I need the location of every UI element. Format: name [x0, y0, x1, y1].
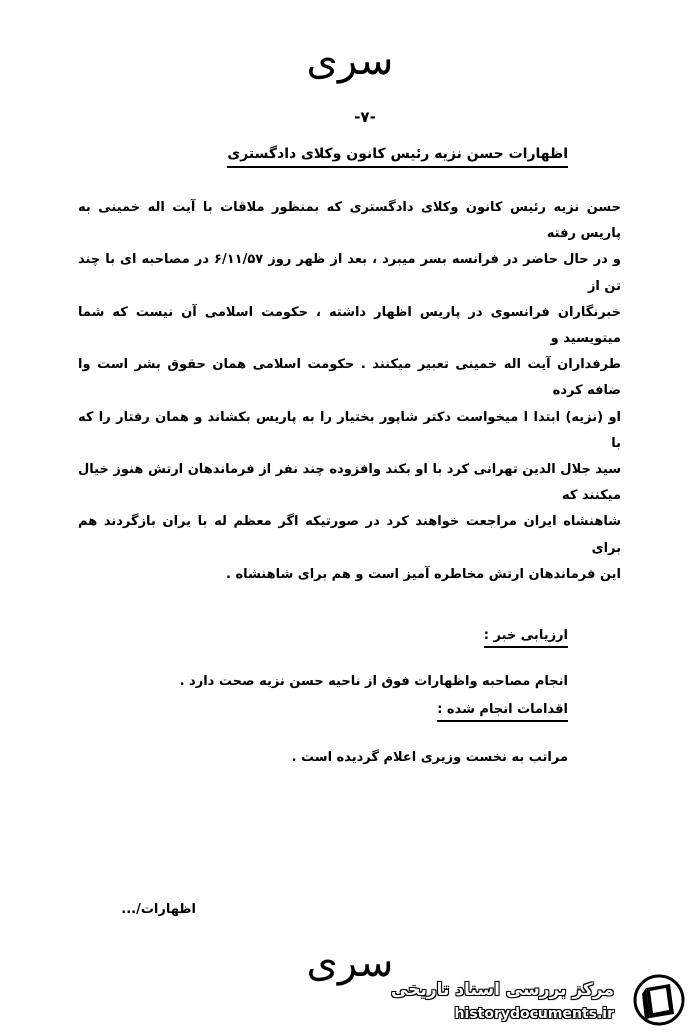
- body-line: حسن نزیه رئیس کانون وکلای دادگستری که بمنظور ملاقات با آیت اله خمینی به پاریس رفته: [78, 200, 621, 242]
- body-line: این فرماندهان ارتش مخاطره آمیز است و هم برای شاهنشاه .: [226, 566, 621, 582]
- page-number: -۷-: [354, 108, 376, 126]
- body-line: سید جلال الدین تهرانی کرد با او بکند وافزوده چند نفر از فرماندهان ارتش هنوز خیال میکنند که: [78, 462, 621, 504]
- body-line: طرفداران آیت اله خمینی تعبیر میکنند . حکومت اسلامی همان حقوق بشر است وا ضافه کرده: [78, 357, 621, 399]
- watermark-title: مرکز بررسی اسناد تاریخی: [391, 980, 614, 1000]
- assessment-text: انجام مصاحبه واظهارات فوق از ناحیه حسن نزیه صحت دارد .: [179, 674, 568, 689]
- report-body: [78, 195, 621, 588]
- watermark-url: historydocuments.ir: [454, 1006, 614, 1022]
- actions-taken-text: مراتب به نخست وزیری اعلام گردیده است .: [291, 750, 568, 765]
- body-line: و در حال حاضر در فرانسه بسر میبرد ، بعد از ظهر روز ۶/۱۱/۵۷ در مصاحبه ای با چند تن از: [78, 252, 621, 294]
- archive-watermark: [391, 972, 692, 1028]
- document-title: اظهارات حسن نزیه رئیس کانون وکلای دادگستری: [227, 146, 568, 168]
- body-line: خبرنگاران فرانسوی در پاریس اظهار داشته ، حکومت اسلامی آن نیست که شما میتویسید و: [78, 304, 621, 347]
- body-line: شاهنشاه ایران مراجعت خواهند کرد در صورتیکه اگر معظم له با یران بازگردند هم برای: [78, 514, 621, 556]
- actions-taken-heading: اقدامات انجام شده :: [437, 702, 568, 722]
- classification-stamp-bottom: سری: [306, 940, 394, 986]
- assessment-heading: ارزیابی خبر :: [484, 628, 568, 648]
- body-line: او (نزیه) ابتدا ا میخواست دکتر شاپور بختیار را به پاریس بکشاند و همان رفتار را که با: [78, 409, 621, 451]
- archive-logo-icon: [632, 974, 686, 1026]
- footer-reference: اظهارات/...: [121, 902, 196, 917]
- classification-stamp-top: سری: [306, 38, 394, 84]
